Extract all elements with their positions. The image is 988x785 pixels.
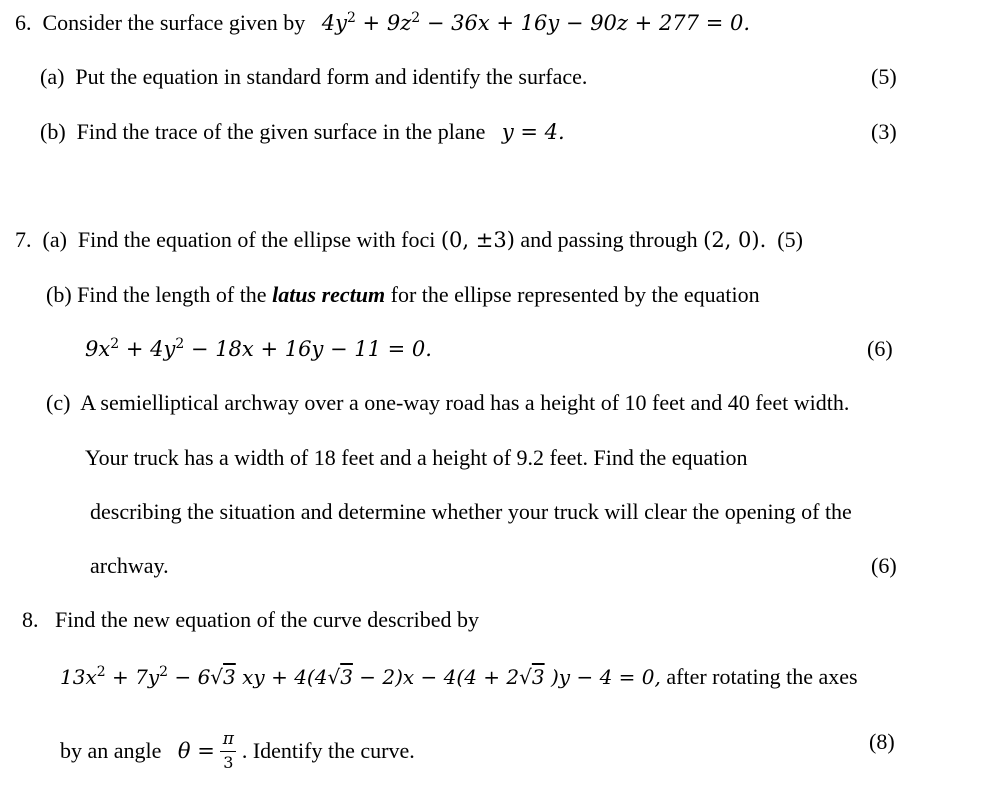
q6a-marks: (5) (871, 64, 897, 89)
q7c-label: (c) (46, 390, 71, 415)
q7c-text1: A semielliptical archway over a one-way road has a height of 10 feet and 40 feet width. (80, 390, 850, 415)
q7b-latus-rectum: latus rectum (272, 282, 386, 307)
q7c-line2: Your truck has a width of 18 feet and a height of 9.2 feet. Find the equation (85, 445, 748, 470)
q8-equation: $13x^2 + 7y^2 - 6√3$ xy + 4(4√3 − 2)x − 4(4 + 2√3 )y − 4 = 0, (60, 664, 661, 689)
q7b-equation-line (85, 336, 432, 362)
q6-number: 6. (15, 10, 32, 35)
q8-frac-num: π (222, 729, 234, 749)
q7a-text-mid: and passing through (520, 227, 698, 252)
q7c-line4: archway. (90, 553, 169, 578)
q8-angle-fraction (220, 729, 236, 773)
q8-line1 (22, 607, 479, 633)
q8-theta: θ = (177, 739, 215, 763)
q8-text2-after: after rotating the axes (666, 664, 858, 689)
q7a-line (15, 227, 803, 253)
q7c-line1 (46, 390, 849, 416)
q7a-foci: (0, ±3) (440, 228, 515, 252)
q7b-equation: $9x^2 + 4y^2 - 18x + 16y - 11 = 0$. (85, 336, 432, 361)
q8-line3 (60, 729, 415, 773)
q6b-label: (b) (40, 119, 66, 144)
q7c-line3: describing the situation and determine whether your truck will clear the opening of the (90, 499, 852, 524)
q6b-equation: y = 4. (501, 120, 565, 144)
q7a-label: (a) (42, 227, 67, 252)
q6a-text: Put the equation in standard form and identify the surface. (75, 64, 588, 89)
q7a-point: (2, 0). (703, 228, 767, 252)
q7b-marks: (6) (867, 336, 893, 361)
q7-number: 7. (15, 227, 32, 252)
q7a-marks: (5) (777, 227, 803, 252)
q8-text3-before: by an angle (60, 738, 162, 763)
q7a-text-before: Find the equation of the ellipse with foci (77, 227, 436, 252)
q8-frac-bar (220, 751, 236, 752)
q8-marks: (8) (869, 729, 895, 754)
q6b-text: Find the trace of the given surface in the plane (76, 119, 486, 144)
q7b-line (46, 282, 760, 308)
q6-line (15, 10, 750, 36)
q8-text1: Find the new equation of the curve described by (55, 607, 479, 632)
q6-equation: $4y^2 + 9z^2 - 36x + 16y - 90z + 277 = 0$. (321, 10, 751, 35)
q6b-line (40, 119, 565, 145)
q8-frac-den: 3 (223, 753, 234, 772)
q6a-line (40, 64, 587, 90)
q6b-marks: (3) (871, 119, 897, 144)
q8-line2 (60, 664, 858, 690)
q8-text3-after: . Identify the curve. (241, 738, 415, 763)
q7b-text-before: Find the length of the (77, 282, 267, 307)
q6a-label: (a) (40, 64, 65, 89)
q7b-text-after: for the ellipse represented by the equation (390, 282, 760, 307)
q6-stem: Consider the surface given by (42, 10, 306, 35)
q7c-marks: (6) (871, 553, 897, 578)
q8-number: 8. (22, 607, 39, 632)
q7b-label: (b) (46, 282, 72, 307)
